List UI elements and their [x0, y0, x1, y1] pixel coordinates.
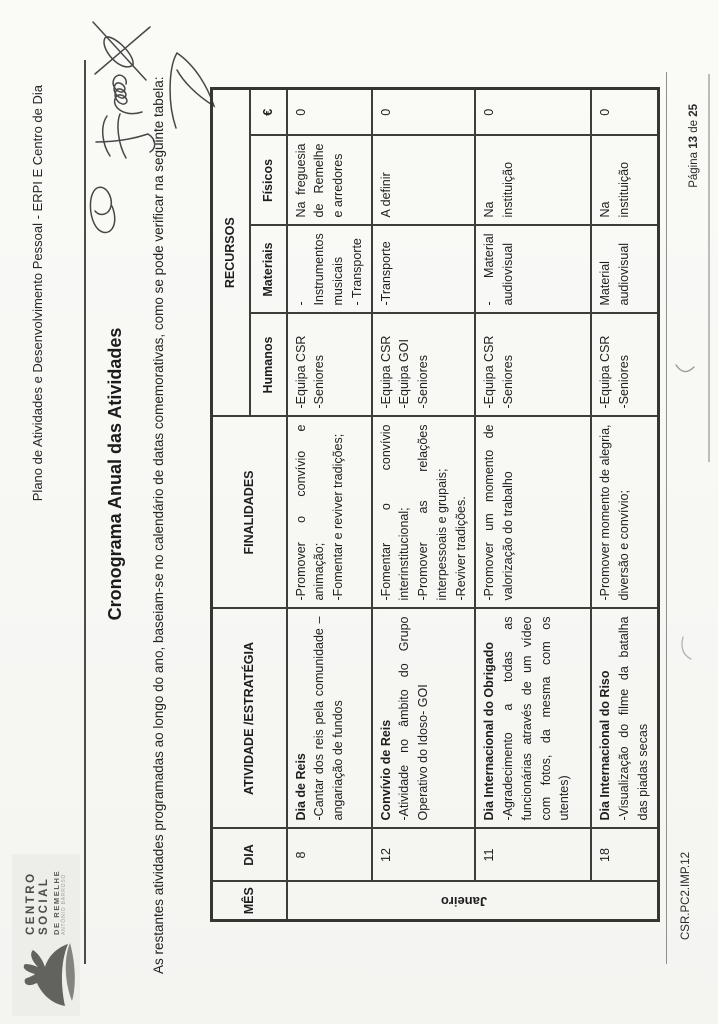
- cost-cell: 0: [372, 88, 476, 135]
- purpose-item: -Promover momento de alegria, diversão e convívio;: [598, 424, 631, 601]
- cost-cell: 0: [475, 88, 591, 135]
- material-item: -Transporte: [378, 241, 393, 306]
- purposes-cell: [475, 417, 591, 609]
- cost-cell: 0: [591, 88, 658, 135]
- col-header-materiais: Materiais: [250, 226, 287, 314]
- page-number-current: 13: [688, 135, 700, 149]
- page-title: Cronograma Anual das Atividades: [105, 327, 125, 621]
- col-header-euro: €: [250, 88, 287, 135]
- table-row-dia-12: [372, 88, 476, 920]
- activity-cell: [287, 609, 372, 829]
- physical-resources-cell: Na freguesia de Remelhe e arredores: [287, 136, 372, 226]
- logo-text: [25, 870, 68, 935]
- table-row-dia-11: [475, 88, 591, 920]
- material-resources-cell: [591, 226, 658, 314]
- day-cell: 8: [287, 829, 372, 882]
- logo-hand-icon: [15, 938, 77, 1014]
- col-header-humanos: Humanos: [250, 314, 287, 417]
- document-header-title: Plano de Atividades e Desenvolvimento Pessoal - ERPI E Centro de Dia: [30, 85, 45, 502]
- logo-line-social: SOCIAL: [37, 876, 50, 935]
- col-header-fisicos: Físicos: [250, 136, 287, 226]
- human-resources-cell: [475, 314, 591, 417]
- material-item: - Material audiovisual: [482, 233, 515, 306]
- human-resources-cell: [287, 314, 372, 417]
- material-resources-cell: [287, 226, 372, 314]
- pen-mark: [676, 634, 696, 662]
- material-item: - Transporte: [349, 238, 364, 306]
- col-header-dia: DIA: [212, 829, 287, 882]
- month-cell: [287, 882, 659, 921]
- activity-cell: [475, 609, 591, 829]
- header-row-1: [212, 88, 250, 920]
- human-resource-item: -Equipa CSR: [482, 335, 497, 409]
- activity-description: -Cantar dos reis pela comunidade – angariação de fundos: [312, 616, 345, 821]
- human-resources-cell: [591, 314, 658, 417]
- col-header-finalidades: FINALIDADES: [212, 417, 287, 609]
- day-cell: 12: [372, 829, 476, 882]
- table-row-dia-18: [591, 88, 658, 920]
- activity-description: -Agradecimento a todas as funcionárias através de um vídeo com fotos, da mesma com os utentes): [501, 616, 572, 821]
- logo: [12, 854, 80, 1016]
- activity-cell: [591, 609, 658, 829]
- day-cell: 18: [591, 829, 658, 882]
- col-header-atividade: ATIVIDADE /ESTRATÉGIA: [212, 609, 287, 829]
- pen-mark: [674, 360, 696, 380]
- material-resources-cell: [372, 226, 476, 314]
- human-resource-item: -Seniores: [501, 355, 515, 409]
- human-resources-cell: [372, 314, 476, 417]
- human-resource-item: -Seniores: [617, 355, 631, 409]
- human-resource-item: -Equipa CSR: [378, 335, 393, 409]
- purpose-item: -Reviver tradições.: [453, 496, 468, 601]
- signature-seven: [170, 53, 214, 128]
- day-cell: 11: [475, 829, 591, 882]
- human-resource-item: -Seniores: [312, 355, 327, 409]
- activity-cell: [372, 609, 476, 829]
- purposes-cell: [591, 417, 658, 609]
- month-label: Janeiro: [440, 893, 488, 909]
- footer-rule: [666, 72, 667, 964]
- human-resource-item: -Equipa GOI: [397, 339, 412, 409]
- page-number-prefix: Página: [688, 148, 700, 188]
- page-number-total: 25: [688, 104, 700, 117]
- material-item: - Instrumentos musicais: [293, 233, 345, 306]
- col-header-recursos: RECURSOS: [212, 88, 250, 416]
- intro-text: As restantes atividades programadas ao longo do ano, baseiam-se no calendário de datas comemorativas, como se pode verificar na seguinte tabela:: [151, 76, 166, 974]
- physical-resources-cell: A definir: [372, 136, 476, 226]
- human-resource-item: -Equipa CSR: [293, 335, 308, 409]
- page-number-middle: de: [688, 116, 700, 136]
- page-number: [688, 104, 700, 188]
- purpose-item: -Promover o convívio e animação;: [293, 424, 327, 601]
- physical-resources-cell: Na instituição: [475, 136, 591, 226]
- activity-title: Convívio de Reis: [378, 719, 393, 821]
- activity-description: -Atividade no âmbito do Grupo Operativo do Idoso- GOI: [397, 616, 430, 821]
- purpose-item: -Promover as relações interpessoais e grupais;: [416, 424, 449, 601]
- activity-title: Dia de Reis: [293, 753, 308, 821]
- logo-line-founder: ANTÓNIO BARROSO: [61, 873, 68, 935]
- activity-title: Dia Internacional do Riso: [598, 670, 613, 821]
- table-row-dia-8: [287, 88, 372, 920]
- col-header-mes: MÊS: [212, 882, 287, 921]
- scan-edge-shadow: [708, 74, 710, 462]
- physical-resources-cell: Na instituição: [591, 136, 658, 226]
- logo-line-centro: CENTRO: [24, 871, 37, 935]
- purpose-item: -Promover um momento de valorização do trabalho: [482, 424, 515, 601]
- logo-line-remelhe: DE REMELHE: [51, 869, 61, 935]
- material-resources-cell: [475, 226, 591, 314]
- activity-description: -Visualização do filme da batalha das piadas secas: [617, 616, 650, 821]
- activities-table: [210, 87, 660, 922]
- document-code: CSR.PC2.IMP.12: [680, 852, 692, 940]
- purpose-item: -Fomentar o convívio interinstitucional;: [378, 424, 412, 601]
- human-resource-item: -Seniores: [416, 355, 430, 409]
- purposes-cell: [287, 417, 372, 609]
- purposes-cell: [372, 417, 476, 609]
- human-resource-item: -Equipa CSR: [598, 335, 613, 409]
- cost-cell: 0: [287, 88, 372, 135]
- material-item: Material audiovisual: [598, 242, 631, 306]
- activity-title: Dia Internacional do Obrigado: [482, 642, 497, 821]
- purpose-item: -Fomentar e reviver tradições;: [331, 433, 345, 601]
